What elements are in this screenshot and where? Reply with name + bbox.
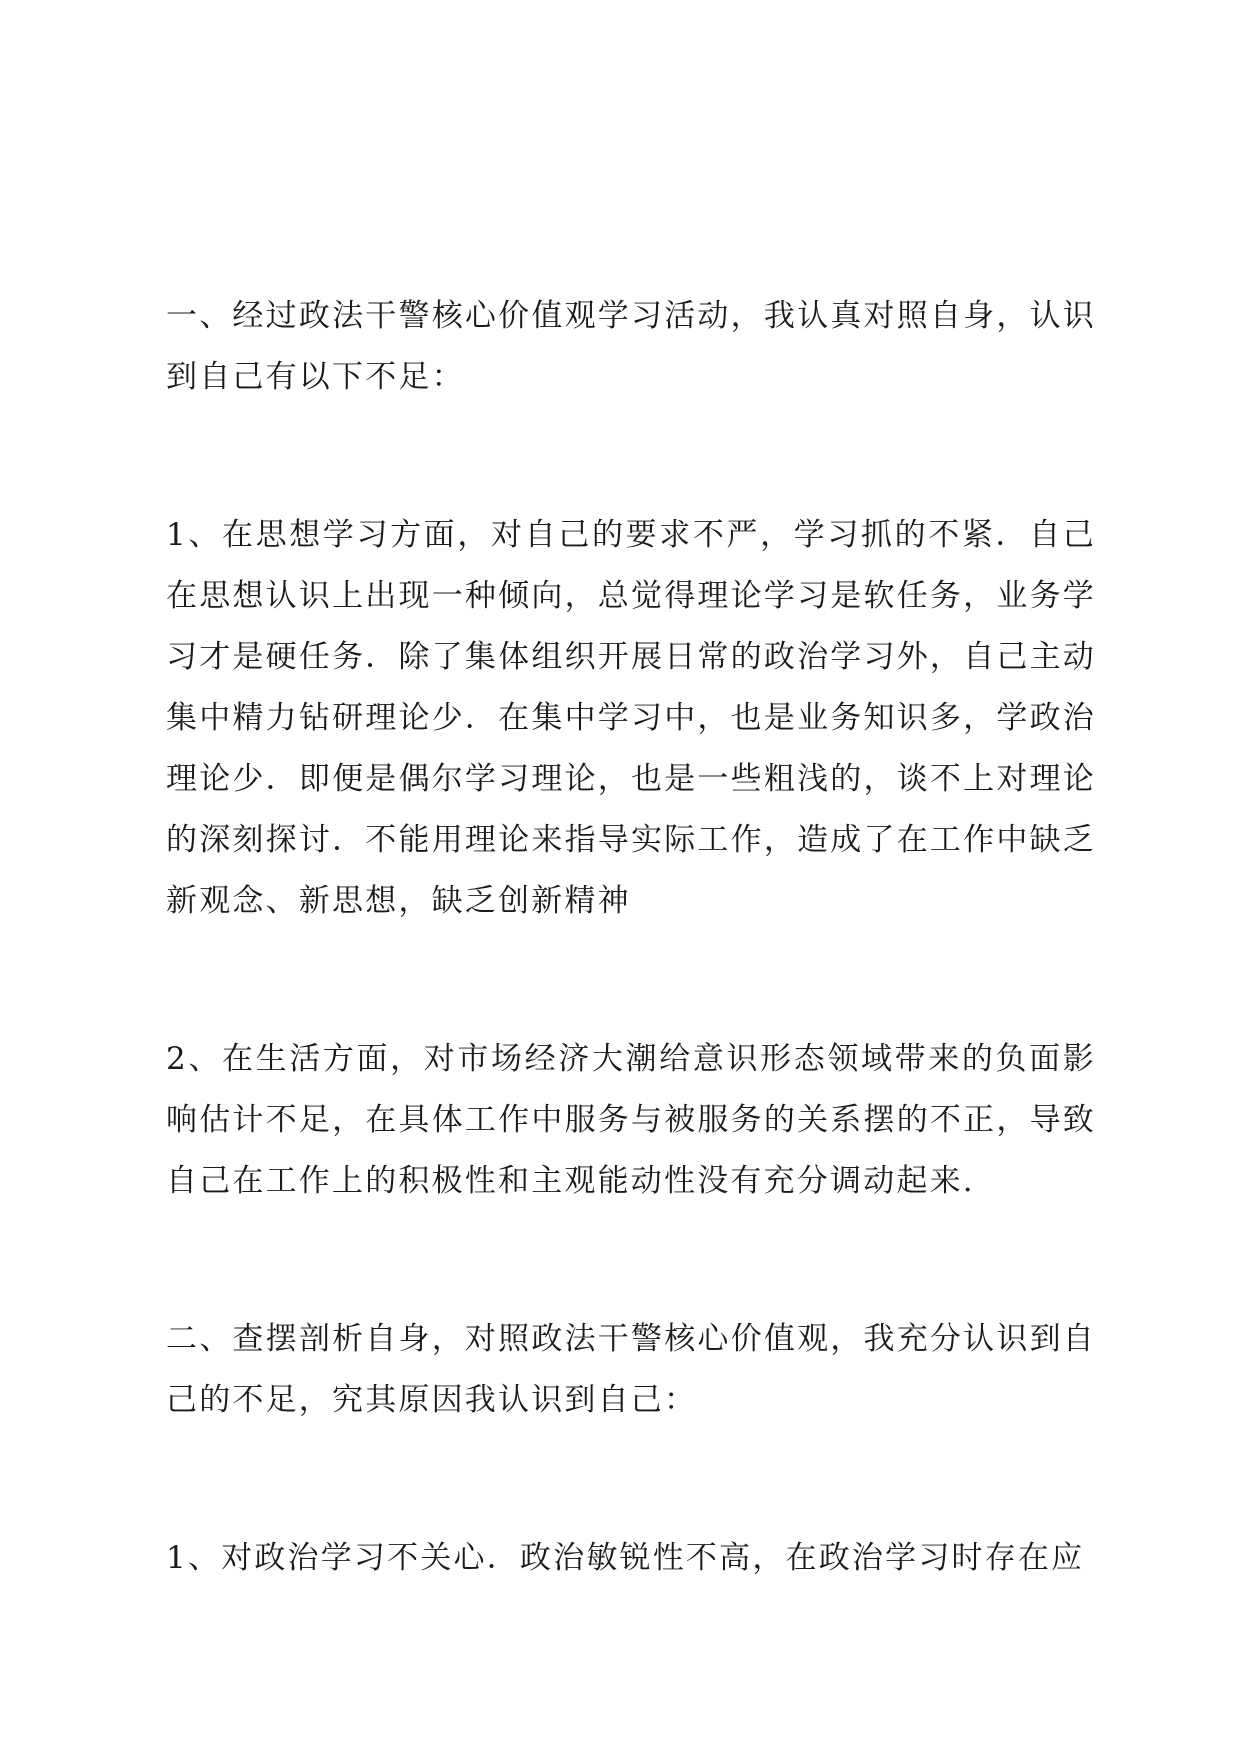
paragraph-section-one-intro: 一、经过政法干警核心价值观学习活动，我认真对照自身，认识到自己有以下不足：: [166, 298, 1096, 395]
paragraph-item-1-study: 1、在思想学习方面，对自己的要求不严，学习抓的不紧．自己在思想认识上出现一种倾向，总觉得理论学习是软任务，业务学习才是硬任务．除了集体组织开展日常的政治学习外，自己主动集中精力钻研理论少．在集中学习中，也是业务知识多，学政治理论少．即便是偶尔学习理论，也是一些粗浅的，谈不上对理论的深刻探讨．不能用理论来指导实际工作，造成了在工作中缺乏新观念、新思想，缺乏创新精神: [166, 517, 1096, 919]
document-body: [166, 286, 1096, 1589]
paragraph-section-two-intro: 二、查摆剖析自身，对照政法干警核心价值观，我充分认识到自己的不足，究其原因我认识到自己：: [166, 1321, 1096, 1418]
paragraph-spacer: [166, 1431, 1096, 1528]
paragraph-spacer: [166, 932, 1096, 1029]
paragraph-spacer: [166, 1212, 1096, 1309]
paragraph-item-2-life: 2、在生活方面，对市场经济大潮给意识形态领域带来的负面影响估计不足，在具体工作中服务与被服务的关系摆的不正，导致自己在工作上的积极性和主观能动性没有充分调动起来.: [166, 1041, 1096, 1199]
paragraph-section-two-item-1: 1、对政治学习不关心．政治敏锐性不高，在政治学习时存在应: [166, 1540, 1085, 1576]
paragraph-spacer: [166, 408, 1096, 505]
